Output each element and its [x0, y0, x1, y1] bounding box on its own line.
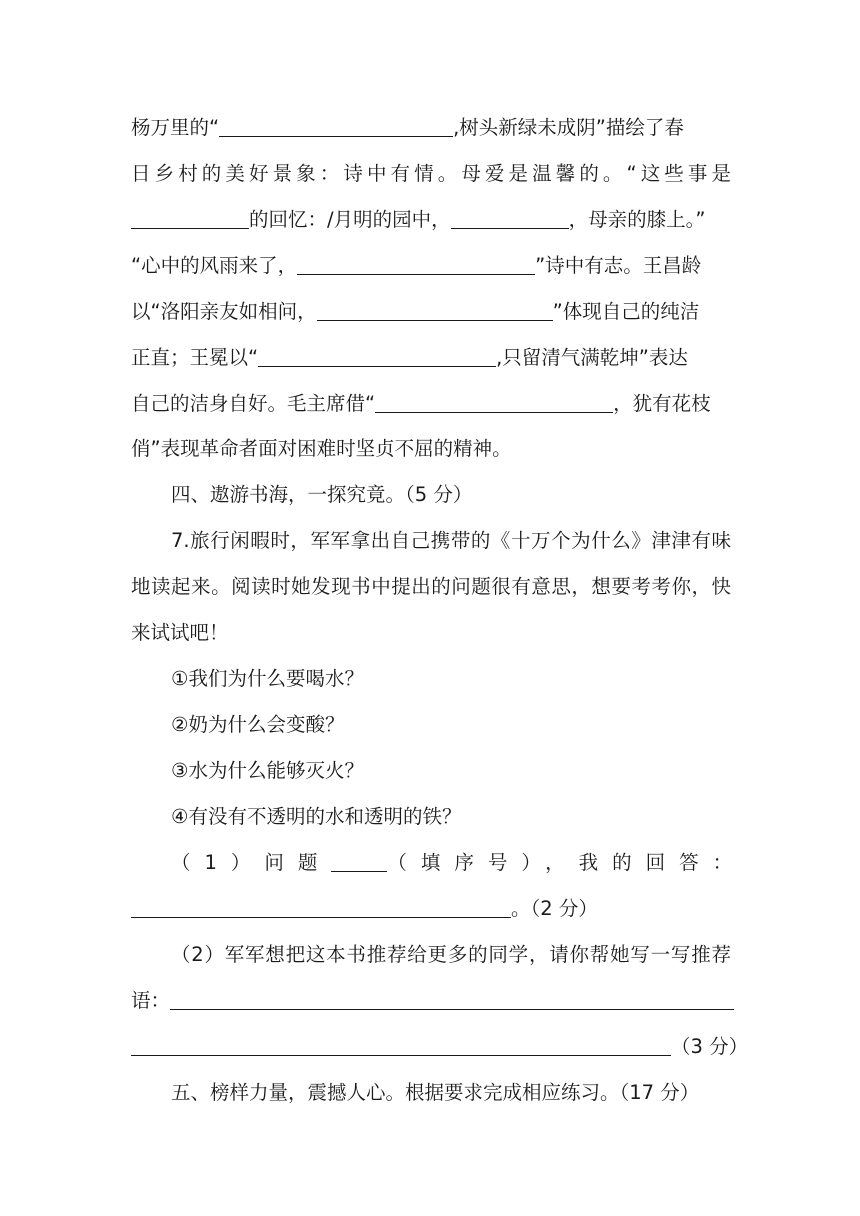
- part-1-line: [171, 849, 747, 877]
- poem-line-3-end: ，母亲的膝上。”: [568, 208, 706, 231]
- poem-line-4-start: “心中的风雨来了，: [131, 254, 298, 277]
- part-2-line-2: [131, 987, 731, 1015]
- answer-blank[interactable]: [131, 897, 511, 918]
- poem-line-4-end: ”诗中有志。王昌龄: [535, 254, 702, 277]
- poem-line-7: [131, 390, 731, 418]
- answer-blank[interactable]: [331, 851, 387, 872]
- poem-line-1-start: 杨万里的“: [131, 116, 220, 139]
- poem-line-8: 俏”表现革命者面对困难时坚贞不屈的精神。: [131, 437, 512, 460]
- question-7-line-2: 地读起来。阅读时她发现书中提出的问题很有意思，想要考考你，快: [131, 575, 731, 598]
- poem-line-3-mid: 的回忆：/月明的园中，: [249, 208, 451, 231]
- answer-blank[interactable]: [451, 208, 569, 229]
- answer-blank[interactable]: [317, 300, 553, 321]
- poem-line-4: [131, 252, 731, 280]
- part-2-line-3: [131, 1033, 749, 1061]
- poem-line-7-start: 自己的洁身自好。毛主席借“: [131, 392, 376, 415]
- answer-blank[interactable]: [297, 254, 535, 275]
- part-2-prompt: 语：: [131, 989, 171, 1012]
- poem-line-5-start: 以“洛阳亲友如相问，: [131, 300, 317, 323]
- part-1-answer-line: [131, 895, 731, 923]
- poem-line-7-end: ，犹有花枝: [613, 392, 711, 415]
- poem-line-6: [131, 344, 731, 372]
- option-3: ③水为什么能够灭火？: [171, 759, 364, 782]
- poem-line-1-end: ,树头新绿未成阴”描绘了春: [453, 116, 684, 139]
- poem-line-5-end: ”体现自己的纯洁: [552, 300, 700, 323]
- part-1-score: 。（2 分）: [511, 897, 598, 920]
- question-7-line-3: 来试试吧！: [131, 621, 229, 644]
- answer-blank[interactable]: [258, 346, 496, 367]
- part-2-line-1: （2）军军想把这本书推荐给更多的同学，请你帮她写一写推荐: [171, 943, 731, 966]
- poem-line-5: [131, 298, 731, 326]
- answer-blank[interactable]: [131, 1035, 671, 1056]
- section-5-heading: 五、榜样力量，震撼人心。根据要求完成相应练习。（17 分）: [171, 1081, 700, 1104]
- answer-blank[interactable]: [219, 116, 453, 137]
- answer-blank[interactable]: [375, 392, 613, 413]
- option-1: ①我们为什么要喝水？: [171, 667, 364, 690]
- poem-line-6-start: 正直；王冕以“: [131, 346, 259, 369]
- answer-blank[interactable]: [170, 989, 734, 1010]
- question-7-line-1: 7.旅行闲暇时，军军拿出自己携带的《十万个为什么》津津有味: [171, 529, 731, 552]
- part-1-label: （1）问题: [171, 851, 332, 874]
- poem-line-2: 日乡村的美好景象：诗中有情。母爱是温馨的。“这些事是: [131, 162, 731, 185]
- answer-blank[interactable]: [131, 208, 249, 229]
- poem-line-1: [131, 114, 731, 142]
- option-4: ④有没有不透明的水和透明的铁？: [171, 805, 462, 828]
- part-2-score: （3 分）: [671, 1035, 749, 1058]
- part-1-prompt: （填序号），我的回答：: [387, 851, 747, 874]
- poem-line-3: [131, 206, 731, 234]
- poem-line-6-end: ,只留清气满乾坤”表达: [496, 346, 688, 369]
- section-4-heading: 四、遨游书海，一探究竟。（5 分）: [171, 483, 473, 506]
- option-2: ②奶为什么会变酸？: [171, 713, 345, 736]
